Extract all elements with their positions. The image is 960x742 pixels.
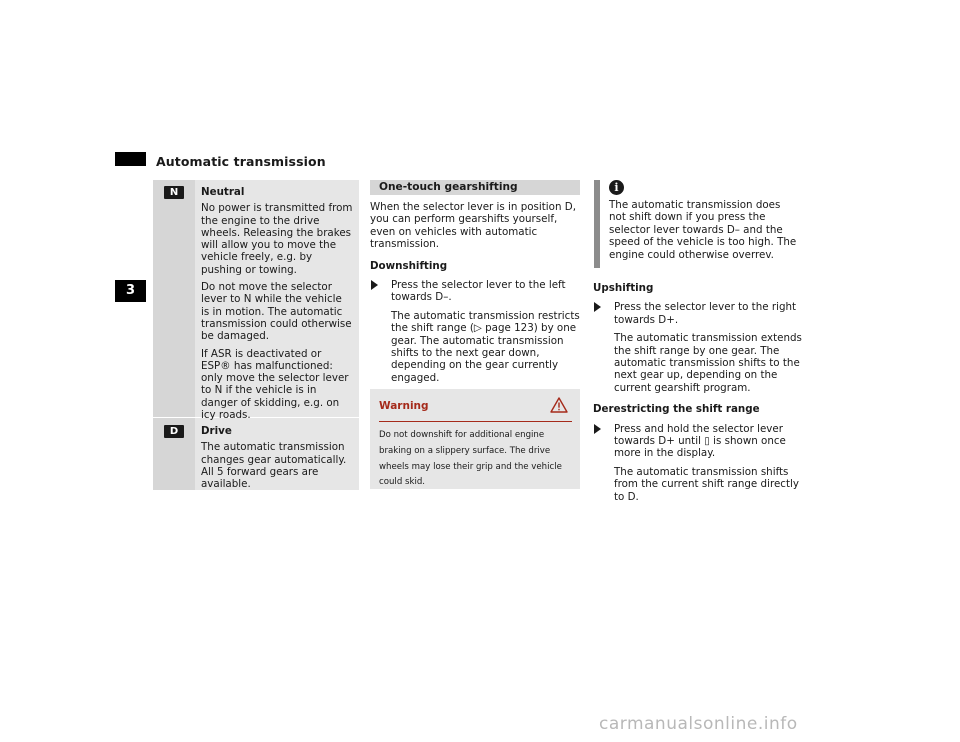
derestrict-heading: Derestricting the shift range xyxy=(593,403,760,416)
downshift-step xyxy=(370,279,580,304)
step-arrow-icon xyxy=(371,280,378,290)
step-text: Press the selector lever to the left towards D–. xyxy=(391,279,566,304)
gear-paragraph: If ASR is deactivated or ESP® has malfunctioned: only move the selector lever to N if the vehicle is in danger of skidding, e.g. on icy roads. xyxy=(201,347,349,422)
step-arrow-icon xyxy=(594,302,601,312)
warning-text: Do not downshift for additional engine braking on a slippery surface. The drive wheels may lose their grip and the vehicle could skid. xyxy=(379,430,562,488)
step-arrow-icon xyxy=(594,424,601,434)
gear-title: Neutral xyxy=(201,186,245,198)
warning-triangle-icon xyxy=(550,397,568,413)
upshift-section xyxy=(593,282,803,503)
info-bar xyxy=(594,180,600,268)
intro-paragraph: When the selector lever is in position D, you can perform gearshifts yourself, even on vehicles with automatic transmission. xyxy=(370,201,576,251)
downshift-heading: Downshifting xyxy=(370,259,448,272)
upshift-result: The automatic transmission extends the shift range by one gear. The automatic transmission shifts to the next gear up, depending on the current gearshift program. xyxy=(614,332,802,394)
warning-rule xyxy=(379,421,572,422)
derestrict-result: The automatic transmission shifts from the current shift range directly to D. xyxy=(614,465,799,503)
page-title: Automatic transmission xyxy=(156,154,326,169)
gear-table xyxy=(153,180,359,490)
gear-paragraph: Do not move the selector lever to N while the vehicle is in motion. The automatic transmission could otherwise be damaged. xyxy=(201,281,352,343)
downshift-result: The automatic transmission restricts the shift range (▷ page 123) by one gear. The automatic transmission shifts to the next gear down, depending on the gear currently engaged. xyxy=(391,309,580,384)
gear-title: Drive xyxy=(201,425,232,437)
gear-icon-column xyxy=(153,180,195,490)
info-text: The automatic transmission does not shift down if you press the selector lever towards D– and the speed of the vehicle is too high. The engine could otherwise overrev. xyxy=(609,199,797,261)
info-icon: i xyxy=(609,180,624,195)
chapter-tab: 3 xyxy=(115,280,146,302)
gear-entry-drive xyxy=(201,425,353,495)
warning-title: Warning xyxy=(379,400,429,412)
header-bar xyxy=(115,152,146,166)
step-text: Press and hold the selector lever towards D+ until ▯ is shown once more in the display. xyxy=(614,422,786,460)
section-heading: One-touch gearshifting xyxy=(370,180,580,195)
watermark: carmanualsonline.info xyxy=(599,714,798,734)
gear-n-icon: N xyxy=(164,186,184,199)
gear-d-icon: D xyxy=(164,425,184,438)
derestrict-step xyxy=(593,423,803,460)
gear-paragraph: No power is transmitted from the engine to the drive wheels. Releasing the brakes will allow you to move the vehicle freely, e.g. by pushing or towing. xyxy=(201,202,353,276)
gear-entry-neutral xyxy=(201,186,353,426)
warning-box xyxy=(370,389,580,489)
upshift-step xyxy=(593,301,803,326)
upshift-heading: Upshifting xyxy=(593,282,654,294)
step-text: Press the selector lever to the right towards D+. xyxy=(614,301,797,326)
one-touch-section xyxy=(370,180,580,384)
gear-paragraph: The automatic transmission changes gear automatically. All 5 forward gears are available. xyxy=(201,441,347,491)
